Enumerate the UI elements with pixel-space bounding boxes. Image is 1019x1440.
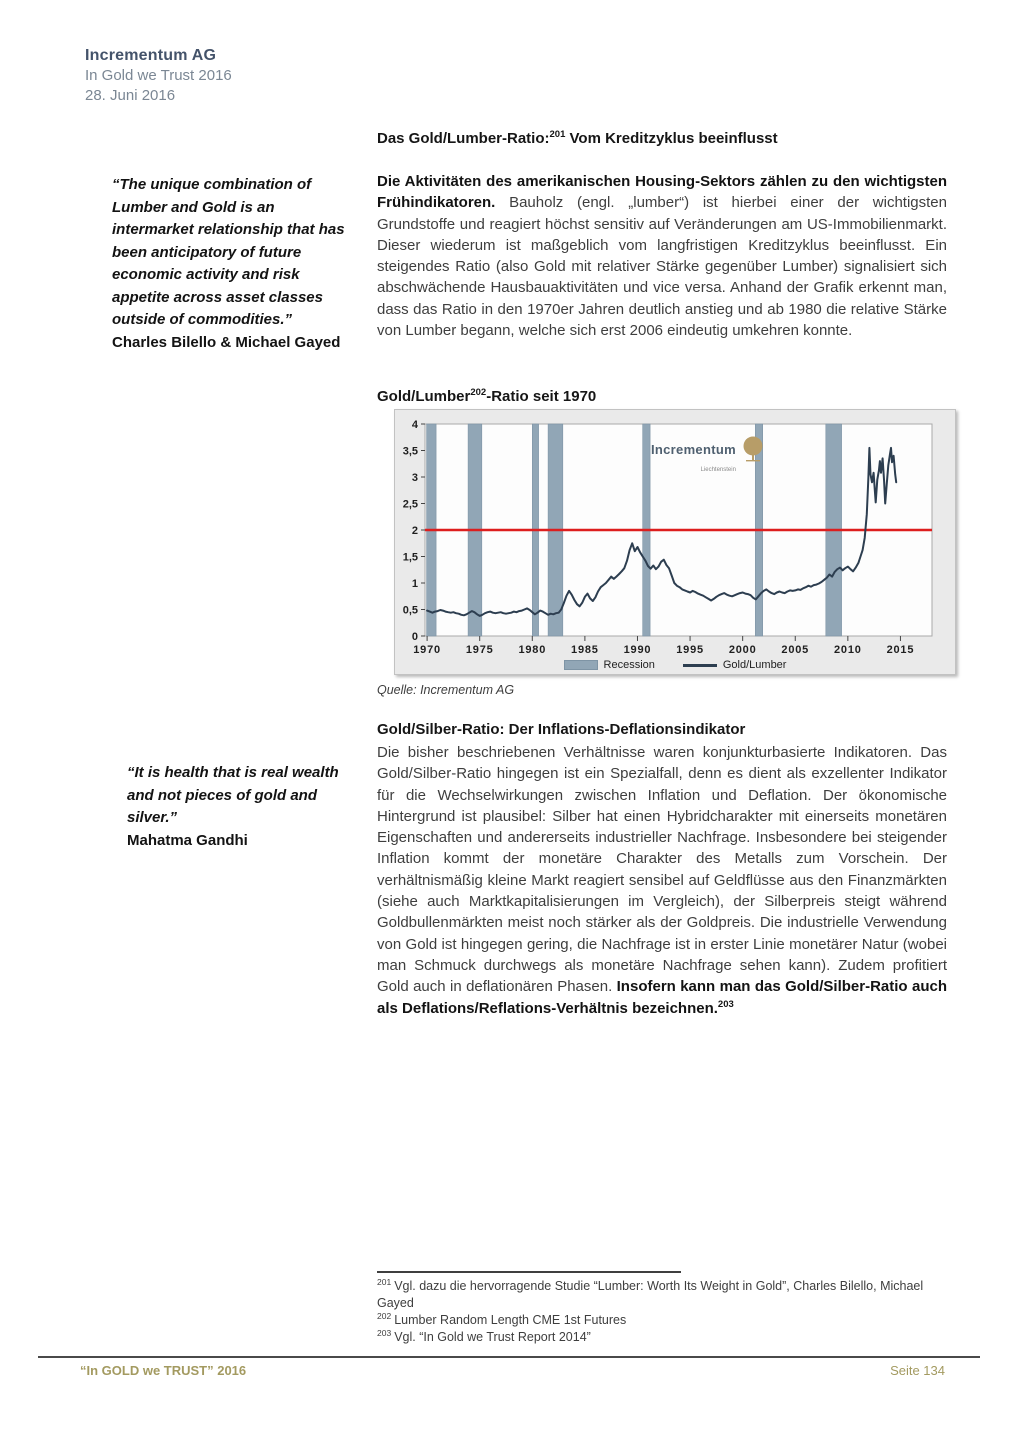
svg-text:4: 4 bbox=[411, 418, 418, 431]
incrementum-logo-subtext: Liechtenstein bbox=[700, 467, 736, 473]
report-header bbox=[85, 46, 232, 106]
section-title-gold-lumber bbox=[377, 130, 947, 147]
chart-heading-text: Gold/Lumber bbox=[377, 388, 471, 405]
chart-legend bbox=[395, 656, 955, 674]
footnote-number: 201 bbox=[377, 1276, 392, 1287]
svg-text:3: 3 bbox=[411, 471, 418, 484]
incrementum-logo-text: Incrementum bbox=[651, 442, 736, 457]
footnotes bbox=[377, 1278, 949, 1346]
svg-text:2010: 2010 bbox=[834, 644, 862, 656]
svg-text:0: 0 bbox=[411, 630, 418, 643]
pull-quote-gandhi bbox=[127, 762, 365, 852]
quote-author: Mahatma Gandhi bbox=[127, 831, 248, 849]
paragraph-lead-bold: Die Aktivitäten des amerikanischen Housing-Sektors zählen zu den wichtigsten Frühindikatoren. bbox=[377, 173, 947, 212]
footer-rule bbox=[38, 1356, 980, 1358]
svg-text:2005: 2005 bbox=[781, 644, 810, 656]
footnote-item bbox=[377, 1312, 949, 1329]
svg-text:3,5: 3,5 bbox=[402, 445, 418, 458]
company-name: Incrementum AG bbox=[85, 47, 217, 64]
legend-gold-lumber-label: Gold/Lumber bbox=[722, 659, 787, 671]
svg-text:1: 1 bbox=[411, 577, 418, 590]
svg-text:1970: 1970 bbox=[413, 644, 441, 656]
footer-report-title: “In GOLD we TRUST” 2016 bbox=[80, 1363, 247, 1378]
footnote-number: 203 bbox=[377, 1327, 392, 1338]
quote-text: “It is health that is real wealth and not pieces of gold and silver.” bbox=[127, 764, 339, 826]
footnote-separator bbox=[377, 1271, 681, 1273]
paragraph-text: Die bisher beschriebenen Verhältnisse waren konjunkturbasierte Indikatoren. Das Gold/Silber-Ratio hingegen ist ein Spezialfall, denn es dient als exzellenter Indikator für die Wechselwirkungen zwischen Inflation und Deflation. Der ökonomische Hintergrund ist plausibel: Silber hat einen Hybridcharakter mit einerseits monetären Eigenschaften und andererseits industrieller Nachfrage. Insbesondere bei steigender Inflation kommt der monetäre Charakter des Metalls zum Vorschein. Der verhältnismäßig kleine Markt reagiert sensibel auf Geldflüsse aus den Finanzmärkten (siehe auch Marktkapitalisierungen im Vergleich), der Silberpreis steigt während Goldbullenmärkten meist noch stärker als der Goldpreis. Die industrielle Verwendung von Gold ist hingegen gering, die Nachfrage ist in erster Linie monetärer Natur (wobei man Schmuck durchwegs als monetäre Nachfrage sehen kann). Zudem profitiert Gold auch in deflationären Phasen. bbox=[377, 744, 947, 996]
svg-text:1980: 1980 bbox=[518, 644, 547, 656]
svg-text:1985: 1985 bbox=[571, 644, 599, 656]
incrementum-logo bbox=[651, 436, 766, 476]
pull-quote-bilello bbox=[112, 174, 354, 354]
footnote-text: Lumber Random Length CME 1st Futures bbox=[394, 1313, 627, 1327]
quote-author: Charles Bilello & Michael Gayed bbox=[112, 333, 341, 351]
chart-heading-rest: -Ratio seit 1970 bbox=[486, 388, 597, 405]
section-title-text: Das Gold/Lumber-Ratio: bbox=[377, 130, 550, 147]
svg-text:2,5: 2,5 bbox=[402, 498, 418, 511]
quote-text: “The unique combination of Lumber and Gold is an intermarket relationship that has been anticipatory of future economic activity and risk appetite across asset classes outside of commodities.” bbox=[112, 176, 345, 328]
svg-text:2: 2 bbox=[411, 524, 418, 537]
paragraph-end-bold-text: Insofern kann man das Gold/Silber-Ratio auch als Deflations/Reflations-Verhältnis bezeichnen. bbox=[377, 978, 947, 1017]
chart-source: Quelle: Incrementum AG bbox=[377, 683, 515, 697]
footnote-ref-203: 203 bbox=[717, 998, 734, 1010]
footnote-ref-202: 202 bbox=[470, 387, 487, 398]
svg-text:0,5: 0,5 bbox=[402, 604, 418, 617]
footnote-item bbox=[377, 1329, 949, 1346]
body-paragraph-1 bbox=[377, 171, 947, 341]
section-title-rest: Vom Kreditzyklus beeinflusst bbox=[565, 130, 778, 147]
report-title: In Gold we Trust 2016 bbox=[85, 67, 232, 84]
recession-swatch-icon bbox=[564, 660, 598, 670]
gold-lumber-chart bbox=[394, 409, 956, 675]
legend-item-recession bbox=[564, 659, 655, 671]
footnote-ref-201: 201 bbox=[549, 129, 566, 140]
footnote-number: 202 bbox=[377, 1310, 392, 1321]
svg-text:2015: 2015 bbox=[886, 644, 915, 656]
svg-text:1990: 1990 bbox=[623, 644, 652, 656]
paragraph-rest: Bauholz (engl. „lumber“) ist hierbei einer der wichtigsten Grundstoffe und reagiert höchst sensitiv auf Veränderungen am US-Immobilienmarkt. Dieser wiederum ist maßgeblich vom langfristigen Kreditzyklus beeinflusst. Ein steigendes Ratio (also Gold mit relativer Stärke gegenüber Lumber) signalisiert sich abschwächende Hausbauaktivitäten und vice versa. Anhand der Grafik erkennt man, dass das Ratio in den 1970er Jahren deutlich anstieg und ab 1980 die relative Stärke von Lumber begann, welche sich erst 2006 eindeutig umkehren konnte. bbox=[377, 194, 947, 340]
svg-text:1995: 1995 bbox=[676, 644, 704, 656]
svg-text:2000: 2000 bbox=[728, 644, 757, 656]
svg-text:1,5: 1,5 bbox=[402, 551, 418, 564]
line-swatch-icon bbox=[683, 664, 717, 667]
svg-text:1975: 1975 bbox=[465, 644, 494, 656]
footnote-item bbox=[377, 1278, 949, 1312]
section-heading-gold-silver: Gold/Silber-Ratio: Der Inflations-Deflationsindikator bbox=[377, 721, 746, 738]
report-date: 28. Juni 2016 bbox=[85, 87, 176, 104]
footnote-text: Vgl. dazu die hervorragende Studie “Lumber: Worth Its Weight in Gold”, Charles Bilello, Michael Gayed bbox=[377, 1279, 924, 1310]
footnote-text: Vgl. “In Gold we Trust Report 2014” bbox=[394, 1330, 591, 1344]
page-number: Seite 134 bbox=[890, 1363, 945, 1378]
tree-icon bbox=[740, 436, 766, 464]
chart-heading bbox=[377, 388, 596, 405]
legend-item-gold-lumber bbox=[683, 659, 787, 671]
legend-recession-label: Recession bbox=[603, 659, 655, 671]
body-paragraph-2 bbox=[377, 742, 947, 1019]
